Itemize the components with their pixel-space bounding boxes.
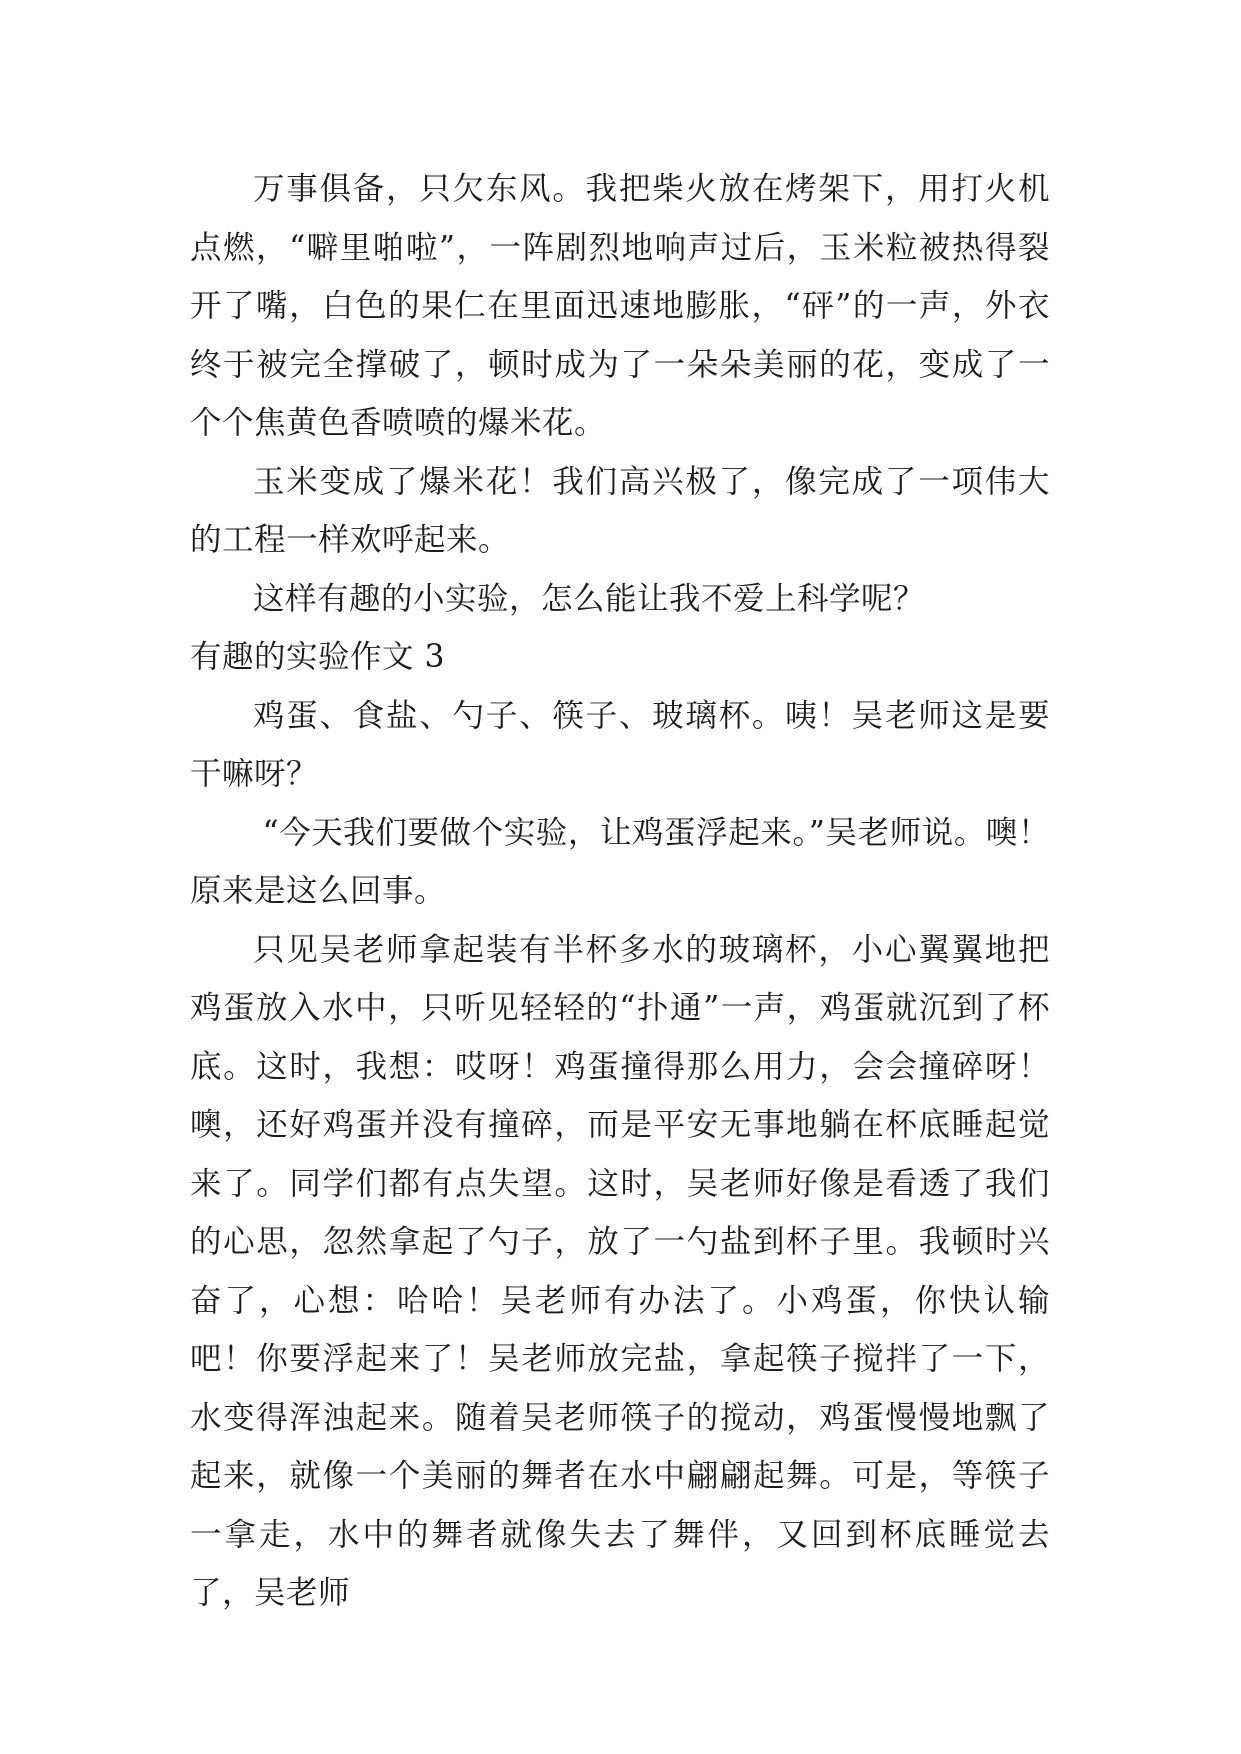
document-body xyxy=(190,160,1050,1623)
paragraph-cheer: 玉米变成了爆米花！我们高兴极了，像完成了一项伟大的工程一样欢呼起来。 xyxy=(190,463,1050,558)
section-heading: 有趣的实验作文 3 xyxy=(190,639,446,675)
paragraph-fire: 万事俱备，只欠东风。我把柴火放在烤架下，用打火机点燃，“噼里啪啦”，一阵剧烈地响声过后，玉米粒被热得裂开了嘴，白色的果仁在里面迅速地膨胀，“砰”的一声，外衣终于被完全撑破了，顿时成为了一朵朵美丽的花，变成了一个个焦黄色香喷喷的爆米花。 xyxy=(190,171,1050,441)
paragraph-teacher-quote: “今天我们要做个实验，让鸡蛋浮起来。”吴老师说。噢！原来是这么回事。 xyxy=(190,814,1050,909)
paragraph-egg-experiment: 只见吴老师拿起装有半杯多水的玻璃杯，小心翼翼地把鸡蛋放入水中，只听见轻轻的“扑通”一声，鸡蛋就沉到了杯底。这时，我想：哎呀！鸡蛋撞得那么用力，会会撞碎呀！噢，还好鸡蛋并没有撞碎，而是平安无事地躺在杯底睡起觉来了。同学们都有点失望。这时，吴老师好像是看透了我们的心思，忽然拿起了勺子，放了一勺盐到杯子里。我顿时兴奋了，心想：哈哈！吴老师有办法了。小鸡蛋，你快认输吧！你要浮起来了！吴老师放完盐，拿起筷子搅拌了一下，水变得浑浊起来。随着吴老师筷子的搅动，鸡蛋慢慢地飘了起来，就像一个美丽的舞者在水中翩翩起舞。可是，等筷子一拿走，水中的舞者就像失去了舞伴，又回到杯底睡觉去了，吴老师 xyxy=(190,931,1050,1611)
paragraph-materials: 鸡蛋、食盐、勺子、筷子、玻璃杯。咦！吴老师这是要干嘛呀？ xyxy=(190,697,1050,792)
paragraph-science: 这样有趣的小实验，怎么能让我不爱上科学呢？ xyxy=(253,580,926,617)
